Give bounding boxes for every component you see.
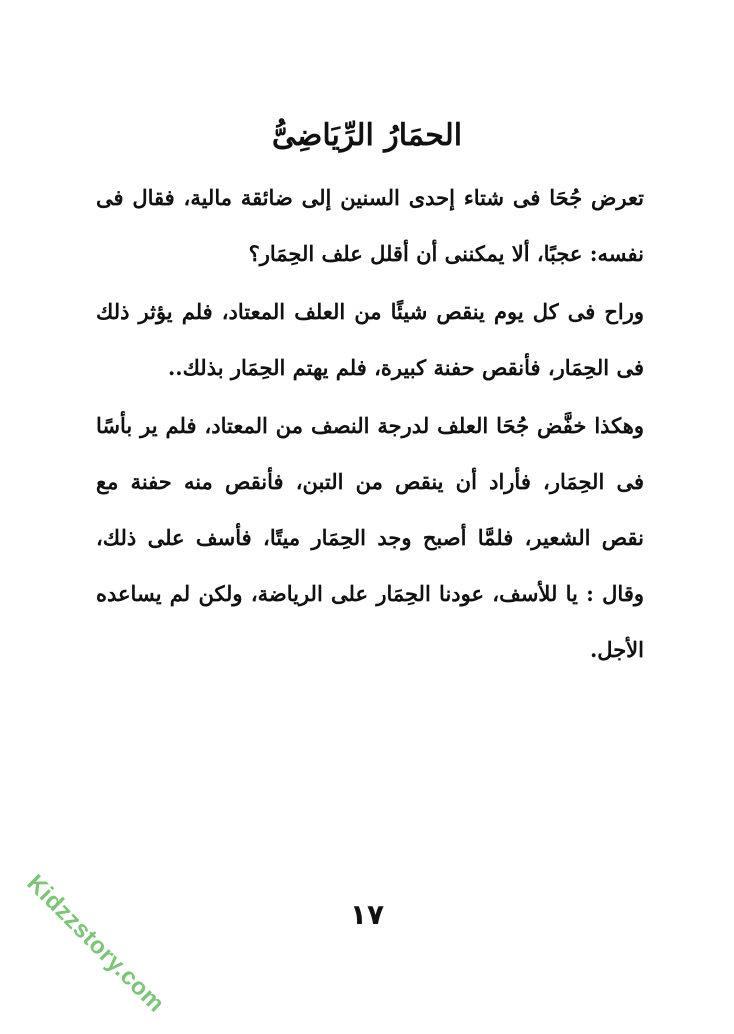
story-paragraph-3: وهكذا خفَّض جُحَا العلف لدرجة النصف من المعتاد، فلم ير بأسًا فى الحِمَار، فأراد أن ينقص من التبن، فأنقص منه حفنة مع نقص الشعير، فلمَّا أصبح وجد الحِمَار ميتًا، فأسف على ذلك، وقال : يا للأسف، عودنا الحِمَار على الرياضة، ولكن لم يساعده الأجل.	[96, 413, 644, 662]
story-paragraph-1: تعرض جُحَا فى شتاء إحدى السنين إلى ضائقة مالية، فقال فى نفسه: عجبًا، ألا يمكننى أن أقلل علف الحِمَار؟	[96, 185, 644, 266]
story-paragraph-2: وراح فى كل يوم ينقص شيئًا من العلف المعتاد، فلم يؤثر ذلك فى الحِمَار، فأنقص حفنة كبيرة، فلم يهتم الحِمَار بذلك..	[96, 299, 644, 380]
site-watermark: Kidzzstory.com	[21, 869, 170, 1018]
story-title: الحمَارُ الرِّيَاضِىُّ	[271, 118, 463, 153]
story-body	[96, 170, 644, 680]
page-number: ١٧	[349, 898, 385, 931]
